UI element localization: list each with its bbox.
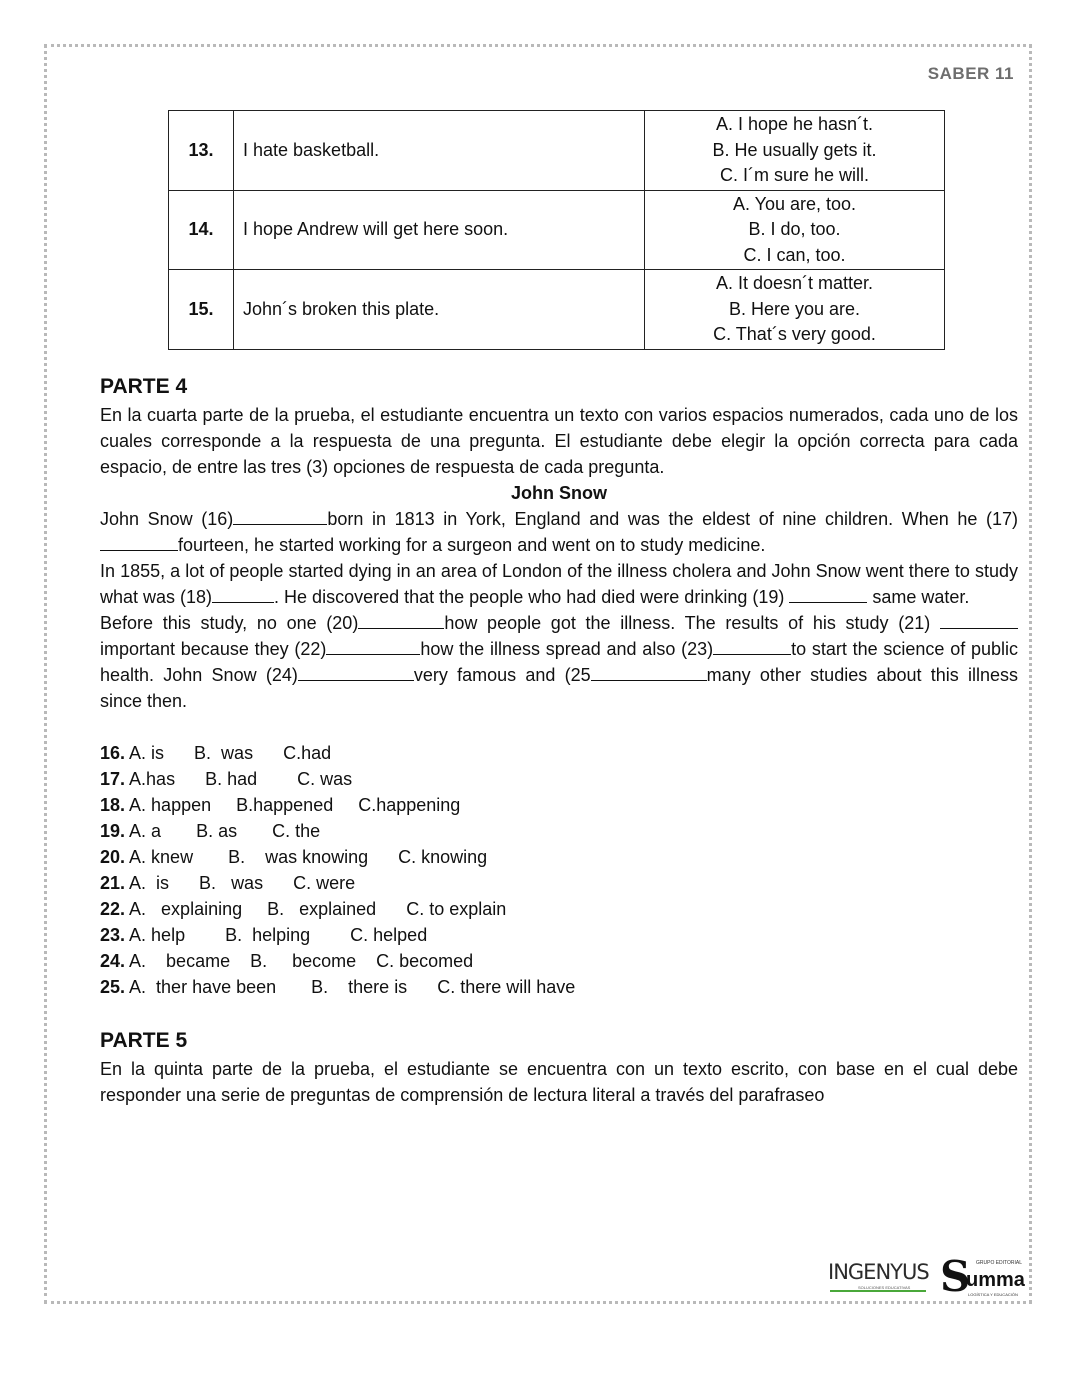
table-row (169, 190, 945, 270)
answer-options-row (100, 974, 1018, 1000)
answer-options-row (100, 792, 1018, 818)
option-c: C. I´m sure he will. (719, 165, 870, 185)
passage-text: important because they (22) (100, 639, 327, 659)
blank-20 (358, 611, 444, 629)
passage-text: fourteen, he started working for a surgeon and went on to study medicine. (178, 535, 766, 555)
option-number: 22. (100, 899, 126, 919)
passage-text: how people got the illness. The results of his study (21) (444, 613, 931, 633)
passage-text: John Snow (16) (100, 509, 234, 529)
blank-22 (326, 637, 420, 655)
option-b: B. Here you are. (728, 298, 861, 319)
option-number: 25. (100, 977, 126, 997)
option-number: 19. (100, 821, 126, 841)
option-c: C. I can, too. (743, 244, 846, 265)
option-number: 17. (100, 769, 126, 789)
question-stem: I hope Andrew will get here soon. (234, 190, 645, 270)
option-number: 23. (100, 925, 126, 945)
option-number: 18. (100, 795, 126, 815)
passage-text: many other studies about this illness since then. (100, 665, 1019, 711)
question-number: 13. (169, 111, 234, 191)
answer-options-row (100, 818, 1018, 844)
table-row (169, 111, 945, 191)
option-choices: A. a B. as C. the (125, 821, 321, 841)
ingenyus-underline (830, 1290, 926, 1292)
blank-18 (212, 585, 274, 603)
blank-25 (591, 663, 707, 681)
passage-text: born in 1813 in York, England and was the eldest of nine children. When he (17) (327, 509, 1018, 529)
passage-title: John Snow (511, 483, 607, 503)
question-number: 15. (169, 270, 234, 350)
answer-options-row (100, 896, 1018, 922)
option-number: 24. (100, 951, 126, 971)
passage-paragraph-2 (100, 558, 1018, 610)
passage-text: . He discovered that the people who had died were drinking (19) (274, 587, 785, 607)
summa-logo-s: S (940, 1252, 971, 1301)
summa-tagline-top: GRUPO EDITORIAL (976, 1260, 1023, 1266)
blank-24 (298, 663, 414, 681)
passage-text: same water. (872, 587, 970, 607)
passage-text: Before this study, no one (20) (100, 613, 359, 633)
question-options (645, 111, 945, 191)
part4-title: PARTE 4 (100, 375, 188, 398)
option-choices: A.has B. had C. was (125, 769, 353, 789)
questions-table (168, 110, 945, 350)
summa-logo-word: umma (966, 1269, 1025, 1291)
passage-paragraph-1 (100, 506, 1018, 558)
question-number: 14. (169, 190, 234, 270)
page-header-title: SABER 11 (927, 64, 1014, 83)
question-stem: John´s broken this plate. (234, 270, 645, 350)
answer-options-row (100, 922, 1018, 948)
answer-options-row (100, 766, 1018, 792)
option-choices: A. ther have been B. there is C. there will have (125, 977, 576, 997)
passage-text: how the illness spread and also (23) (420, 639, 714, 659)
question-stem: I hate basketball. (234, 111, 645, 191)
answer-options-row (100, 870, 1018, 896)
main-content (100, 372, 1018, 1108)
option-choices: A. help B. helping C. helped (125, 925, 428, 945)
option-choices: A. knew B. was knowing C. knowing (125, 847, 488, 867)
option-number: 16. (100, 743, 126, 763)
passage-text: In 1855, a lot of people started dying in an area of London of the illness cholera and John Snow went there to study what was (18) (100, 561, 1018, 607)
option-a: A. I hope he hasn´t. (715, 114, 874, 134)
question-options (645, 190, 945, 270)
passage-text: very famous and (25 (413, 665, 591, 685)
part5-title: PARTE 5 (100, 1029, 188, 1052)
part4-intro: En la cuarta parte de la prueba, el estudiante encuentra un texto con varios espacios numerados, cada uno de los cuales corresponde a la respuesta de una pregunta. El estudiante debe elegir la opción correcta para cada espacio, de entre las tres (3) opciones de respuesta de cada pregunta. (100, 405, 1018, 477)
option-choices: A. happen B.happened C.happening (125, 795, 461, 815)
option-a: A. You are, too. (732, 193, 857, 214)
passage-text: to start the science of public health. John Snow (24) (100, 639, 1018, 685)
blank-21 (940, 611, 1018, 629)
ingenyus-tagline: SOLUCIONES EDUCATIVAS (858, 1285, 911, 1290)
option-number: 21. (100, 873, 126, 893)
blank-17 (100, 533, 178, 551)
footer-logos (828, 1254, 1028, 1300)
passage-paragraph-3 (100, 610, 1018, 714)
part5-intro: En la quinta parte de la prueba, el estudiante se encuentra con un texto escrito, con base en el cual debe responder una serie de preguntas de comprensión de lectura literal a través del parafraseo (100, 1059, 1018, 1105)
option-c: C. That´s very good. (713, 324, 876, 344)
answer-options-row (100, 844, 1018, 870)
blank-19 (789, 585, 867, 603)
answer-options-row (100, 740, 1018, 766)
spacer (100, 714, 1018, 740)
blank-23 (713, 637, 791, 655)
summa-tagline-bottom: LOGÍSTICA Y EDUCACIÓN (968, 1292, 1018, 1297)
option-number: 20. (100, 847, 126, 867)
option-a: A. It doesn´t matter. (715, 273, 874, 293)
spacer (100, 1000, 1018, 1026)
ingenyus-logo: INGENYUS (828, 1260, 929, 1284)
option-b: B. I do, too. (748, 219, 841, 239)
option-choices: A. explaining B. explained C. to explain (125, 899, 507, 919)
option-b: B. He usually gets it. (712, 139, 877, 160)
question-options (645, 270, 945, 350)
blank-16 (233, 507, 327, 525)
table-row (169, 270, 945, 350)
option-choices: A. is B. was C.had (125, 743, 332, 763)
option-choices: A. is B. was C. were (125, 873, 356, 893)
option-choices: A. became B. become C. becomed (125, 951, 474, 971)
answer-options-row (100, 948, 1018, 974)
